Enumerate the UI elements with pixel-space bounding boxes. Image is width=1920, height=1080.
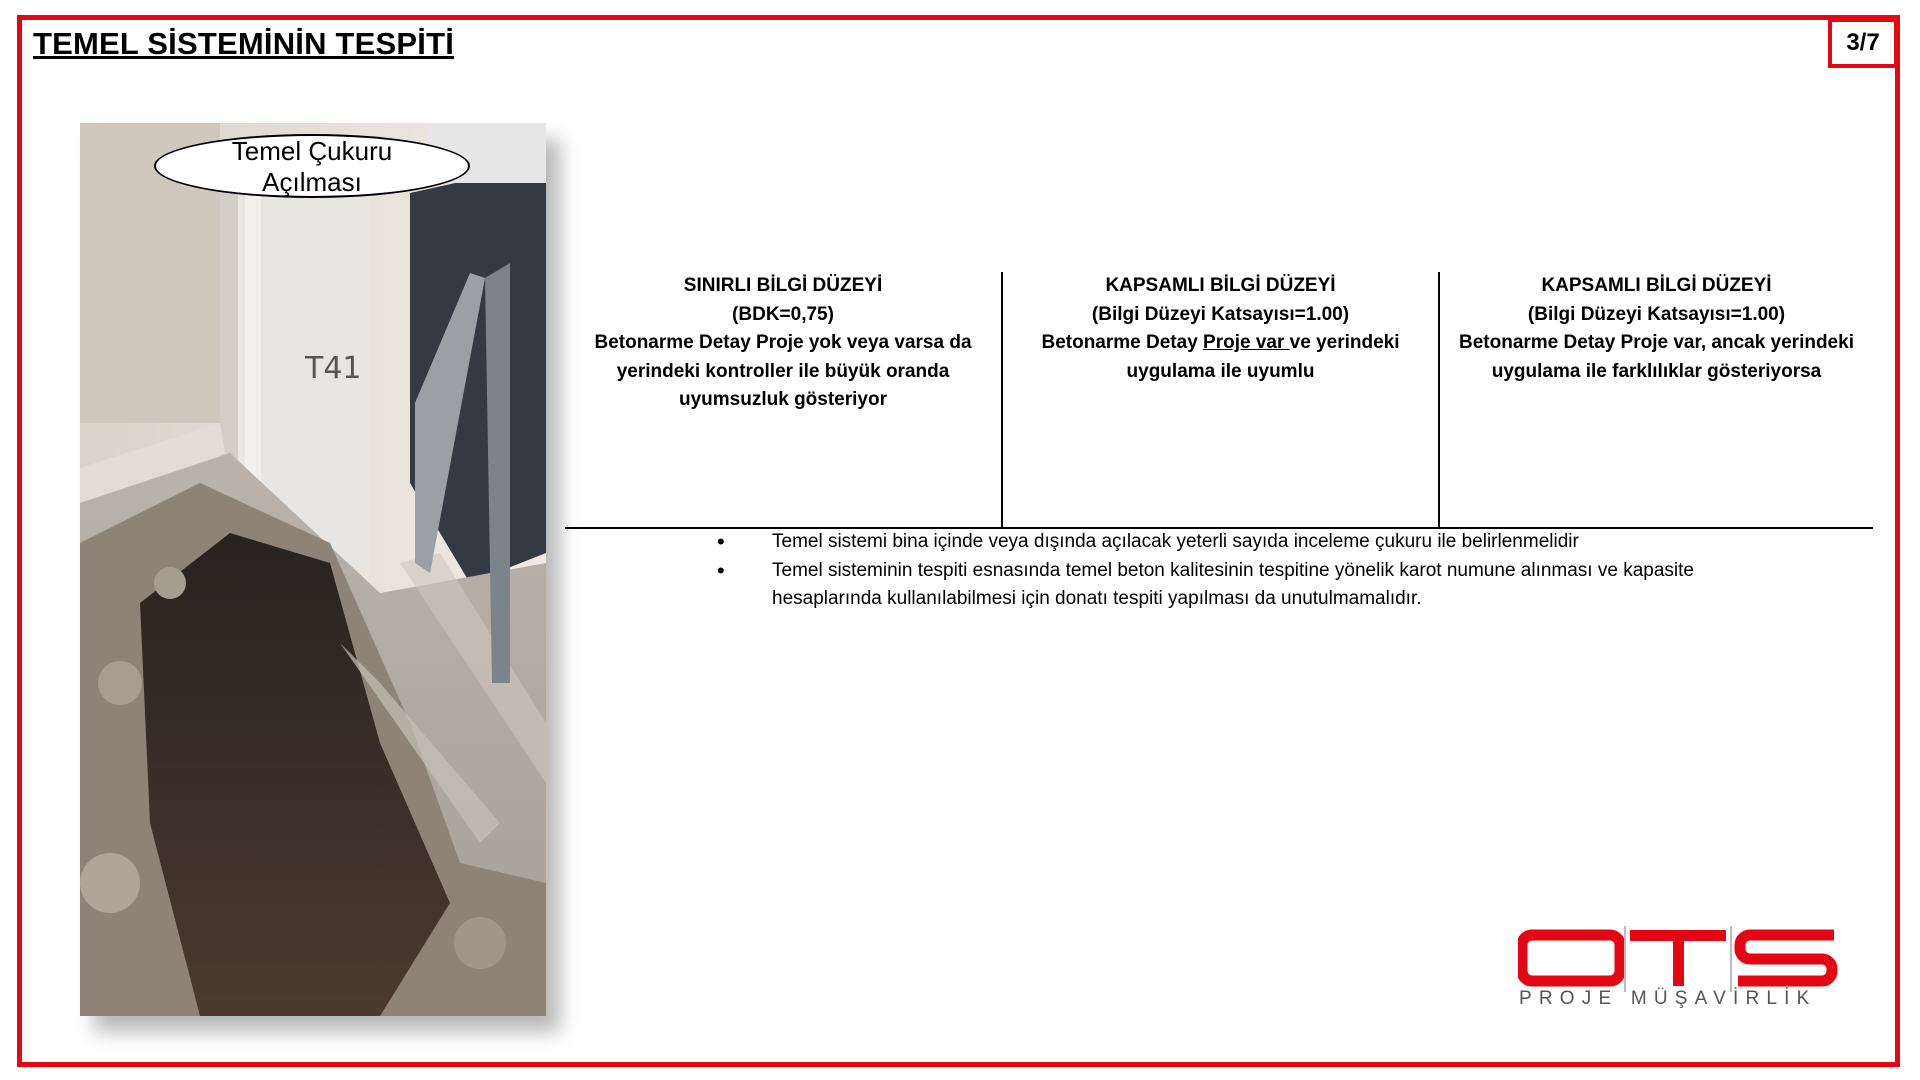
wall-marking-text: T41 [305,351,362,386]
callout-line-2: Açılması [262,167,362,197]
description-underlined-text: Proje var [1203,332,1290,353]
note-item: • Temel sistemi bina içinde veya dışında açılacak yeterli sayıda inceleme çukuru ile belirlenmelidir [715,528,1795,557]
level-description-line: Betonarme Detay Proje yok veya varsa da [594,332,972,353]
slide-title: TEMEL SİSTEMİNİN TESPİTİ [33,26,455,61]
level-heading: KAPSAMLI BİLGİ DÜZEYİ [1541,275,1772,296]
photo-callout [154,134,470,198]
logo-subtitle: PROJE MÜŞAVİRLİK [1519,988,1817,1009]
level-coefficient: (Bilgi Düzeyi Katsayısı=1.00) [1091,303,1350,325]
notes-list [715,528,1795,614]
foundation-pit-photo [80,123,546,1016]
level-description-line: Betonarme Detay Proje var, ancak yerindeki [1459,332,1854,353]
level-description-line: uygulama ile uyumlu [1126,360,1315,382]
level-heading: KAPSAMLI BİLGİ DÜZEYİ [1105,275,1336,296]
level-description-line: yerindeki kontroller ile büyük oranda [616,360,950,382]
page-number-badge: 3/7 [1828,18,1898,68]
knowledge-level-table [565,272,1873,528]
level-coefficient: (BDK=0,75) [732,303,834,325]
level-column-limited [565,272,1001,528]
note-item: • Temel sisteminin tespiti esnasında temel beton kalitesinin tespitine yönelik karot numune alınması ve kapasite hesaplarında kullanılabilmesi için donatı tespiti yapılması da unutulmamalıdır. [715,557,1795,614]
level-heading: SINIRLI BİLGİ DÜZEYİ [683,275,883,296]
level-description-line [1003,329,1438,358]
level-description-line: uygulama ile farklılıklar gösteriyorsa [1491,360,1822,382]
level-column-comprehensive-differences [1438,272,1873,528]
level-description-line: uyumsuzluk gösteriyor [679,389,887,410]
description-text: Betonarme Detay [1041,332,1204,353]
description-text: ve yerindeki [1289,332,1400,353]
level-column-comprehensive-compliant [1001,272,1438,528]
callout-line-1: Temel Çukuru [231,136,393,166]
level-coefficient: (Bilgi Düzeyi Katsayısı=1.00) [1527,303,1786,325]
